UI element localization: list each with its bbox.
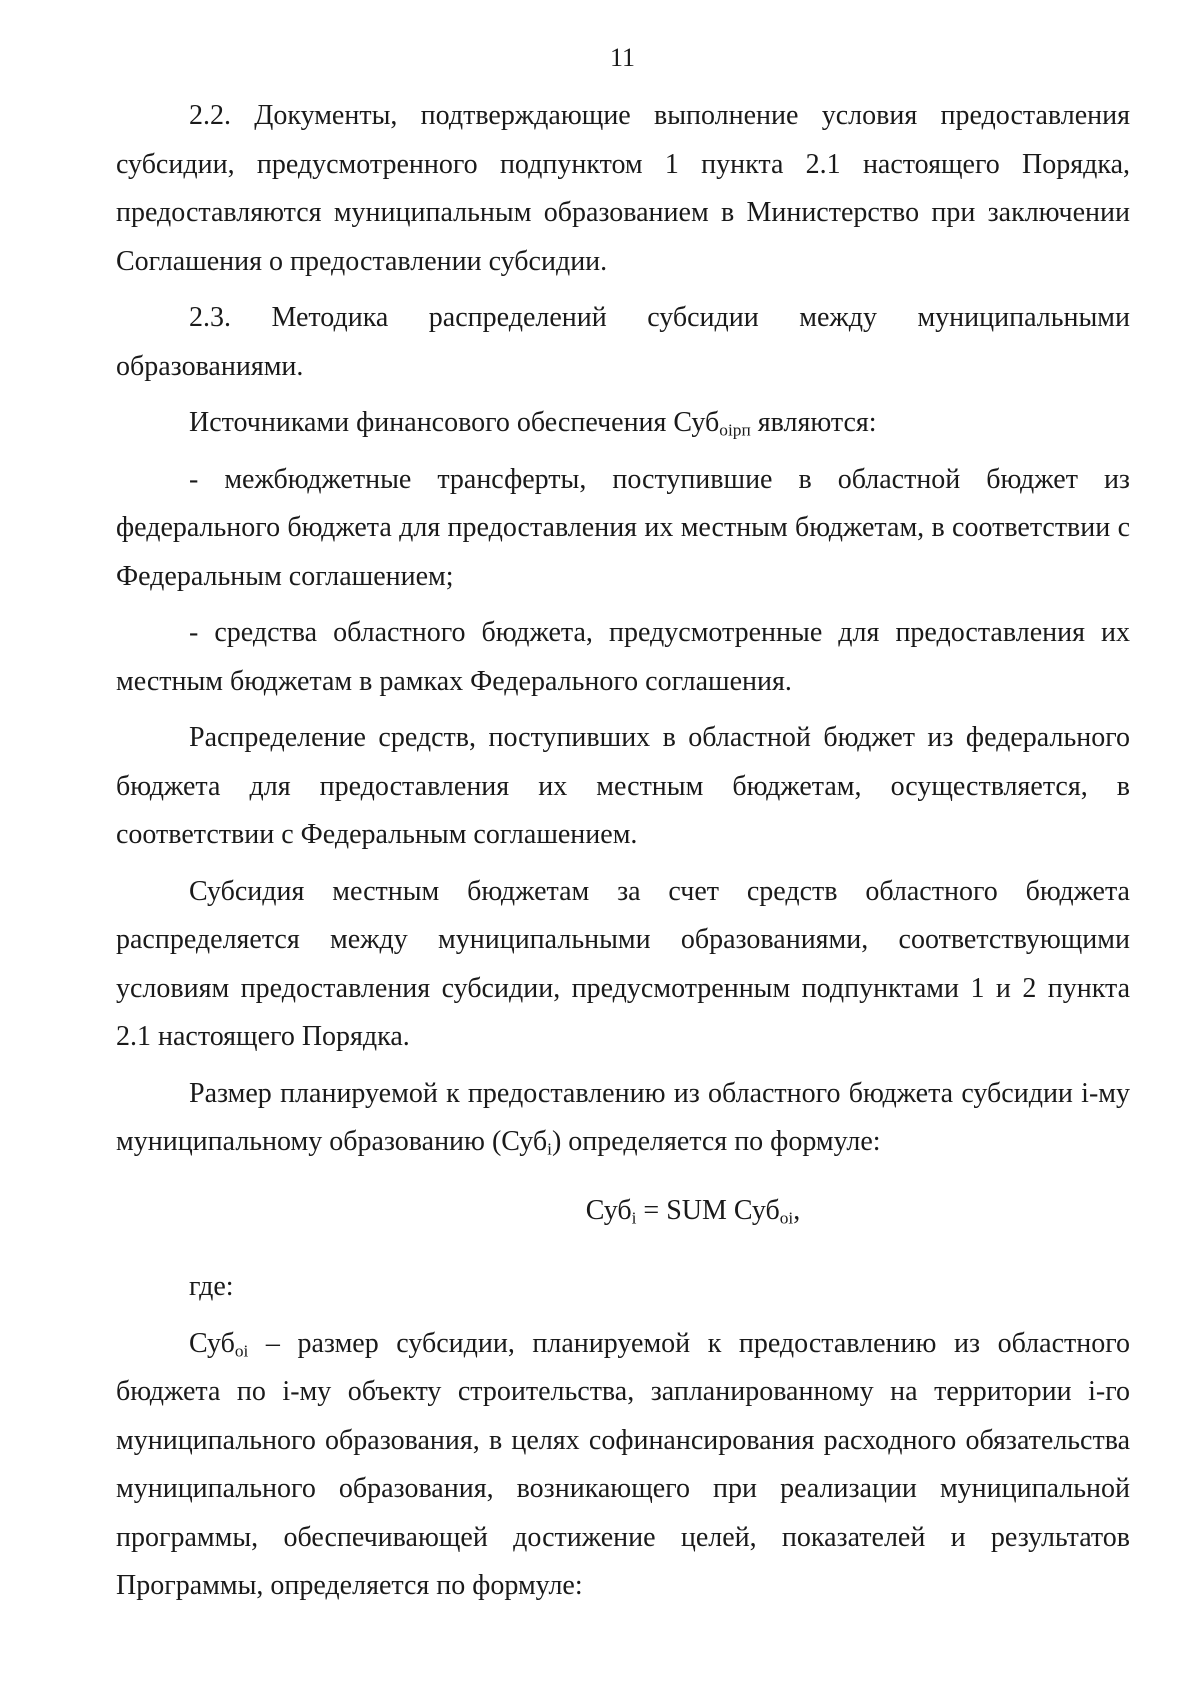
subscript: оірп <box>719 420 751 440</box>
paragraph-funding-sources <box>116 399 1130 448</box>
text-segment: Источниками финансового обеспечения Суб <box>189 407 720 438</box>
paragraph-subsidy-size <box>116 1070 1130 1167</box>
formula-sub-i <box>116 1187 1130 1236</box>
paragraph-regional-funds: - средства областного бюджета, предусмотренные для предоставления их местным бюджетам в рамках Федерального соглашения. <box>116 617 1130 697</box>
text-segment: – размер субсидии, планируемой к предоставлению из областного бюджета по і-му объекту строительства, запланированному на территории і-го муниципального образования, в целях софинансирования расходного обязательства муниципального образования, возникающего при реализации муниципальной программы, обеспечивающей достижение целей, показателей и результатов Программы, определяется по формуле: <box>116 1327 1130 1601</box>
subscript: оі <box>234 1340 249 1360</box>
subscript: і <box>631 1207 637 1227</box>
paragraph-distribution: Распределение средств, поступивших в областной бюджет из федерального бюджета для предоставления их местным бюджетам, осуществляется, в соответствии с Федеральным соглашением. <box>116 722 1130 850</box>
paragraph-2-2: 2.2. Документы, подтверждающие выполнение условия предоставления субсидии, предусмотренного подпунктом 1 пункта 2.1 настоящего Порядка, предоставляются муниципальным образованием в Министерство при заключении Соглашения о предоставлении субсидии. <box>116 100 1130 277</box>
document-body <box>116 92 1130 1619</box>
text-segment: Размер планируемой к предоставлению из областного бюджета субсидии і-му муниципальному образованию (Суб <box>116 1077 1130 1157</box>
text-segment: Суб <box>189 1327 235 1359</box>
paragraph-interbudget-transfers: - межбюджетные трансферты, поступившие в областной бюджет из федерального бюджета для предоставления их местным бюджетам, в соответствии с Федеральным соглашением; <box>116 463 1130 592</box>
text-segment: ) определяется по формуле: <box>551 1126 881 1157</box>
subscript: і <box>547 1139 552 1159</box>
text-segment: являются: <box>750 407 877 438</box>
subscript: оі <box>779 1207 794 1227</box>
paragraph-sub-oi-definition <box>116 1320 1130 1611</box>
paragraph-2-3: 2.3. Методика распределений субсидии между муниципальными образованиями. <box>116 302 1130 382</box>
page-number: 11 <box>609 43 636 72</box>
paragraph-subsidy-distribution: Субсидия местным бюджетам за счет средств областного бюджета распределяется между муниципальными образованиями, соответствующими условиям предоставления субсидии, предусмотренным подпунктами 1 и 2 пункта 2.1 настоящего Порядка. <box>116 875 1130 1052</box>
formula-middle: = SUM Суб <box>636 1194 780 1226</box>
formula-tail: , <box>793 1194 801 1226</box>
formula-lhs: Суб <box>585 1194 632 1226</box>
paragraph-where: где: <box>189 1271 234 1302</box>
